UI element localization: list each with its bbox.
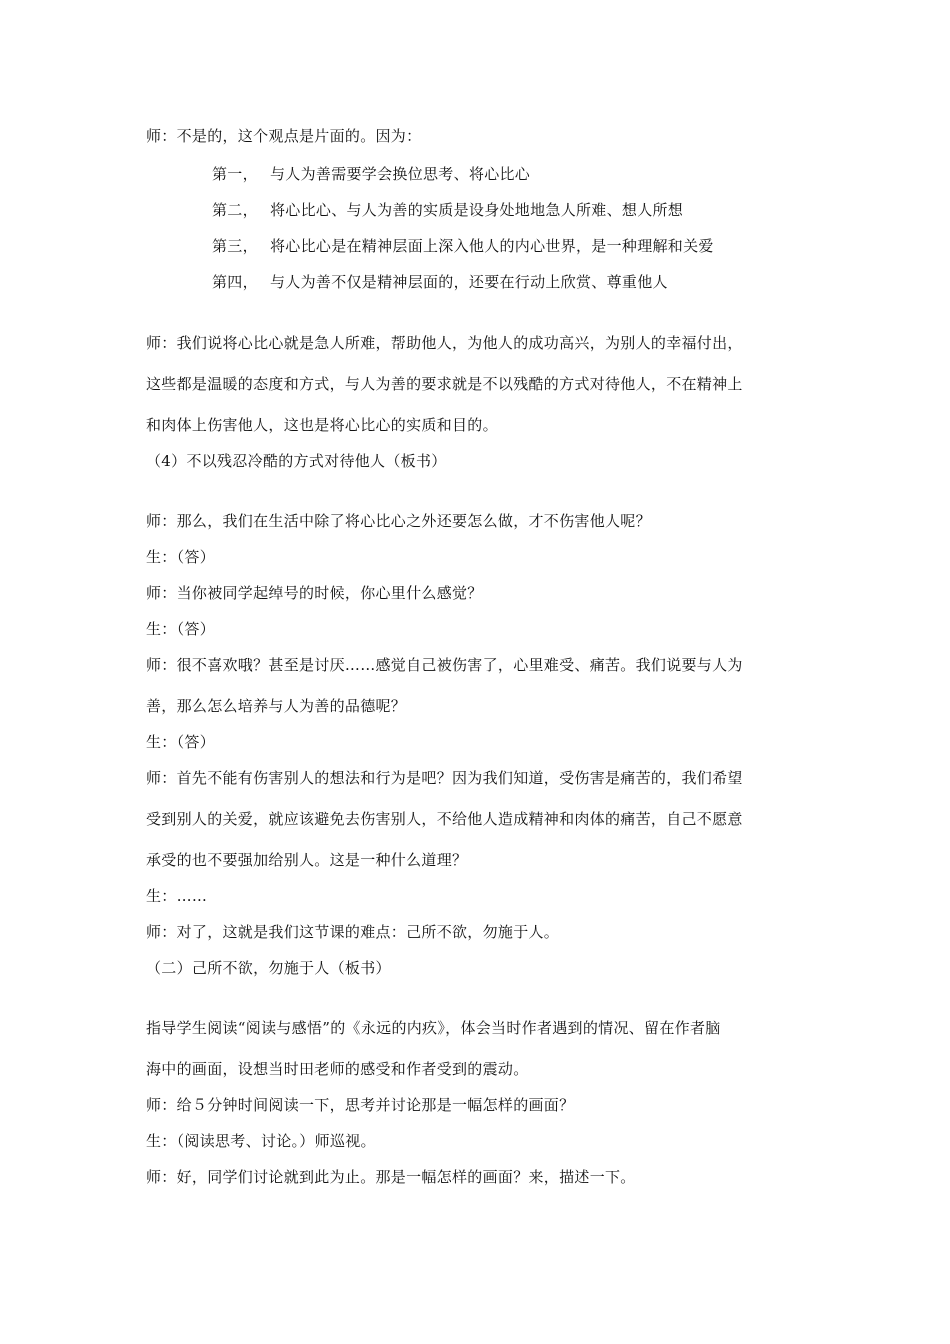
text-line: 师：当你被同学起绰号的时候，你心里什么感觉？: [146, 584, 483, 602]
reason-number: 第一，: [212, 165, 258, 183]
text-line: 师：不是的，这个观点是片面的。因为：: [146, 127, 422, 145]
text-line: 师：很不喜欢哦？甚至是讨厌……感觉自己被伤害了，心里难受、痛苦。我们说要与人为: [146, 656, 743, 674]
reason-item: [212, 164, 530, 184]
text-line: 承受的也不要强加给别人。这是一种什么道理？: [146, 851, 468, 869]
text-line: 生：（答）: [146, 548, 216, 566]
reason-text: 与人为善需要学会换位思考、将心比心: [270, 165, 531, 183]
text-line: 生：（答）: [146, 733, 216, 751]
text-line: 生：（答）: [146, 620, 216, 638]
reason-number: 第三，: [212, 237, 258, 255]
text-line: 师：好，同学们讨论就到此为止。那是一幅怎样的画面？来，描述一下。: [146, 1168, 636, 1186]
text-line: 和肉体上伤害他人，这也是将心比心的实质和目的。: [146, 416, 498, 434]
reason-number: 第二，: [212, 201, 258, 219]
board-heading: （二）己所不欲，勿施于人（板书）: [146, 959, 391, 977]
reason-item: [212, 236, 714, 256]
text-line: 海中的画面，设想当时田老师的感受和作者受到的震动。: [146, 1060, 529, 1078]
text-line: 师：对了，这就是我们这节课的难点：己所不欲，勿施于人。: [146, 923, 560, 941]
text-line: 善，那么怎么培养与人为善的品德呢？: [146, 697, 407, 715]
text-line: 受到别人的关爱，就应该避免去伤害别人，不给他人造成精神和肉体的痛苦，自己不愿意: [146, 810, 743, 828]
reason-text: 将心比心、与人为善的实质是设身处地地急人所难、想人所想: [270, 201, 684, 219]
text-line: 师：给５分钟时间阅读一下，思考并讨论那是一幅怎样的画面？: [146, 1096, 575, 1114]
text-line: 师：首先不能有伤害别人的想法和行为是吧？因为我们知道，受伤害是痛苦的，我们希望: [146, 769, 743, 787]
board-heading: （4）不以残忍冷酷的方式对待他人（板书）: [146, 452, 447, 470]
reason-item: [212, 272, 668, 292]
reason-item: [212, 200, 683, 220]
text-line: 指导学生阅读“阅读与感悟”的《永远的内疚》，体会当时作者遇到的情况、留在作者脑: [146, 1019, 721, 1037]
text-line: 生：（阅读思考、讨论。）师巡视。: [146, 1132, 376, 1150]
reason-text: 将心比心是在精神层面上深入他人的内心世界，是一种理解和关爱: [270, 237, 714, 255]
text-line: 这些都是温暖的态度和方式，与人为善的要求就是不以残酷的方式对待他人，不在精神上: [146, 375, 743, 393]
text-line: 师：那么，我们在生活中除了将心比心之外还要怎么做，才不伤害他人呢？: [146, 512, 651, 530]
reason-text: 与人为善不仅是精神层面的，还要在行动上欣赏、尊重他人: [270, 273, 668, 291]
text-line: 师：我们说将心比心就是急人所难，帮助他人，为他人的成功高兴，为别人的幸福付出，: [146, 334, 743, 352]
reason-number: 第四，: [212, 273, 258, 291]
text-line: 生：……: [146, 887, 208, 905]
